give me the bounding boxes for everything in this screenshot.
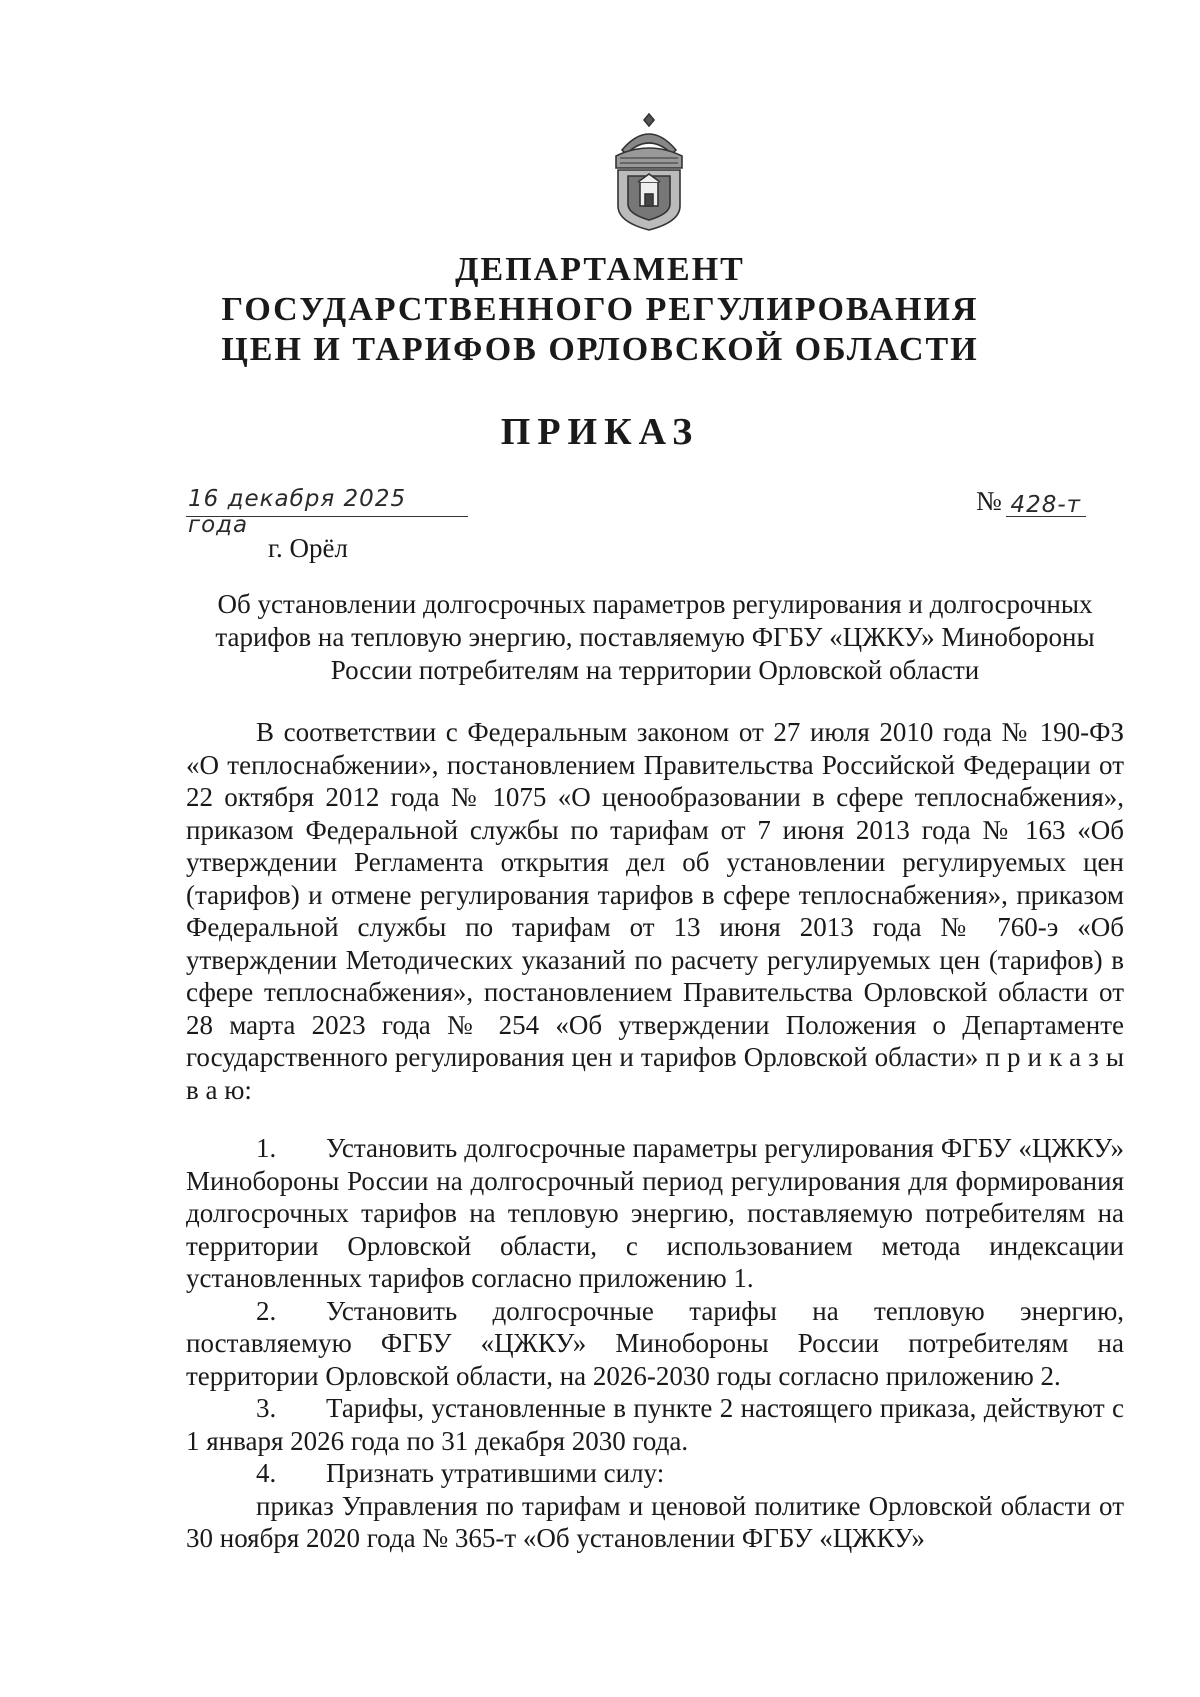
item-number: 4. xyxy=(256,1458,277,1488)
order-number-handwritten: 428-т xyxy=(1010,492,1082,518)
item-text: Признать утратившими силу: xyxy=(326,1458,665,1488)
item-number: 3. xyxy=(256,1393,277,1423)
subject-line-2: тарифов на тепловую энергию, поставляемую ФГБУ «ЦЖКУ» Минобороны xyxy=(215,622,1095,652)
item-text: Установить долгосрочные параметры регулирования ФГБУ «ЦЖКУ» Минобороны России на долгосрочный период регулирования для формирования долгосрочных тарифов на тепловую энергию, поставляемую потребителям на территории Орловской области, с использованием метода индексации установленных тарифов согласно приложению 1. xyxy=(186,1133,1124,1293)
order-number-field xyxy=(976,486,1086,517)
order-date-field xyxy=(186,486,468,538)
order-body xyxy=(186,716,1124,1555)
item-4-subparagraph: приказ Управления по тарифам и ценовой политике Орловской области от 30 ноября 2020 года № 365-т «Об установлении ФГБУ «ЦЖКУ» xyxy=(186,1490,1124,1553)
item-text: Установить долгосрочные тарифы на тепловую энергию, поставляемую ФГБУ «ЦЖКУ» Минобороны России потребителям на территории Орловской области, на 2026-2030 годы согласно приложению 2. xyxy=(186,1295,1124,1391)
subject-line-1: Об установлении долгосрочных параметров регулирования и долгосрочных xyxy=(217,589,1093,619)
item-number: 2. xyxy=(256,1295,277,1326)
item-1 xyxy=(186,1132,1124,1295)
preamble-text: В соответствии с Федеральным законом от 27 июля 2010 года № 190-ФЗ «О теплоснабжении», постановлением Правительства Российской Федерации от 22 октября 2012 года № 1075 «О ценообразовании в сфере теплоснабжения», приказом Федеральной службы по тарифам от 7 июня 2013 года № 163 «Об утверждении Регламента открытия дел об установлении регулируемых цен (тарифов) и отмене регулирования тарифов в сфере теплоснабжения», приказом Федеральной службы по тарифам от 13 июня 2013 года № 760-э «Об утверждении Методических указаний по расчету регулируемых цен (тарифов) в сфере теплоснабжения», постановлением Правительства Орловской области от 28 марта 2023 года № 254 «Об утверждении Положения о Департаменте государственного регулирования цен и тарифов Орловской области» xyxy=(186,717,1124,1072)
number-label: № xyxy=(976,486,1002,516)
preamble-directive: п р и к а з ы в а ю: xyxy=(186,1042,1125,1105)
subject-line-3: России потребителям на территории Орловской области xyxy=(330,655,980,685)
item-3 xyxy=(186,1392,1124,1457)
department-name-line-3: ЦЕН И ТАРИФОВ ОРЛОВСКОЙ ОБЛАСТИ xyxy=(221,331,979,368)
document-type-title: ПРИКАЗ xyxy=(500,411,700,453)
item-2 xyxy=(186,1295,1124,1393)
coat-of-arms-emblem xyxy=(602,110,696,232)
item-4 xyxy=(186,1457,1124,1490)
item-number: 1. xyxy=(256,1133,277,1163)
item-text: Тарифы, установленные в пункте 2 настоящего приказа, действуют с 1 января 2026 года по 31 декабря 2030 года. xyxy=(186,1393,1124,1456)
preamble-paragraph xyxy=(186,716,1124,1106)
department-name-line-1: ДЕПАРТАМЕНТ xyxy=(455,251,745,288)
order-subject xyxy=(185,588,1125,687)
order-date-handwritten: 16 декабря 2025 года xyxy=(188,486,407,538)
department-name-line-2: ГОСУДАРСТВЕННОГО РЕГУЛИРОВАНИЯ xyxy=(221,291,979,328)
city-name: г. Орёл xyxy=(268,533,348,563)
